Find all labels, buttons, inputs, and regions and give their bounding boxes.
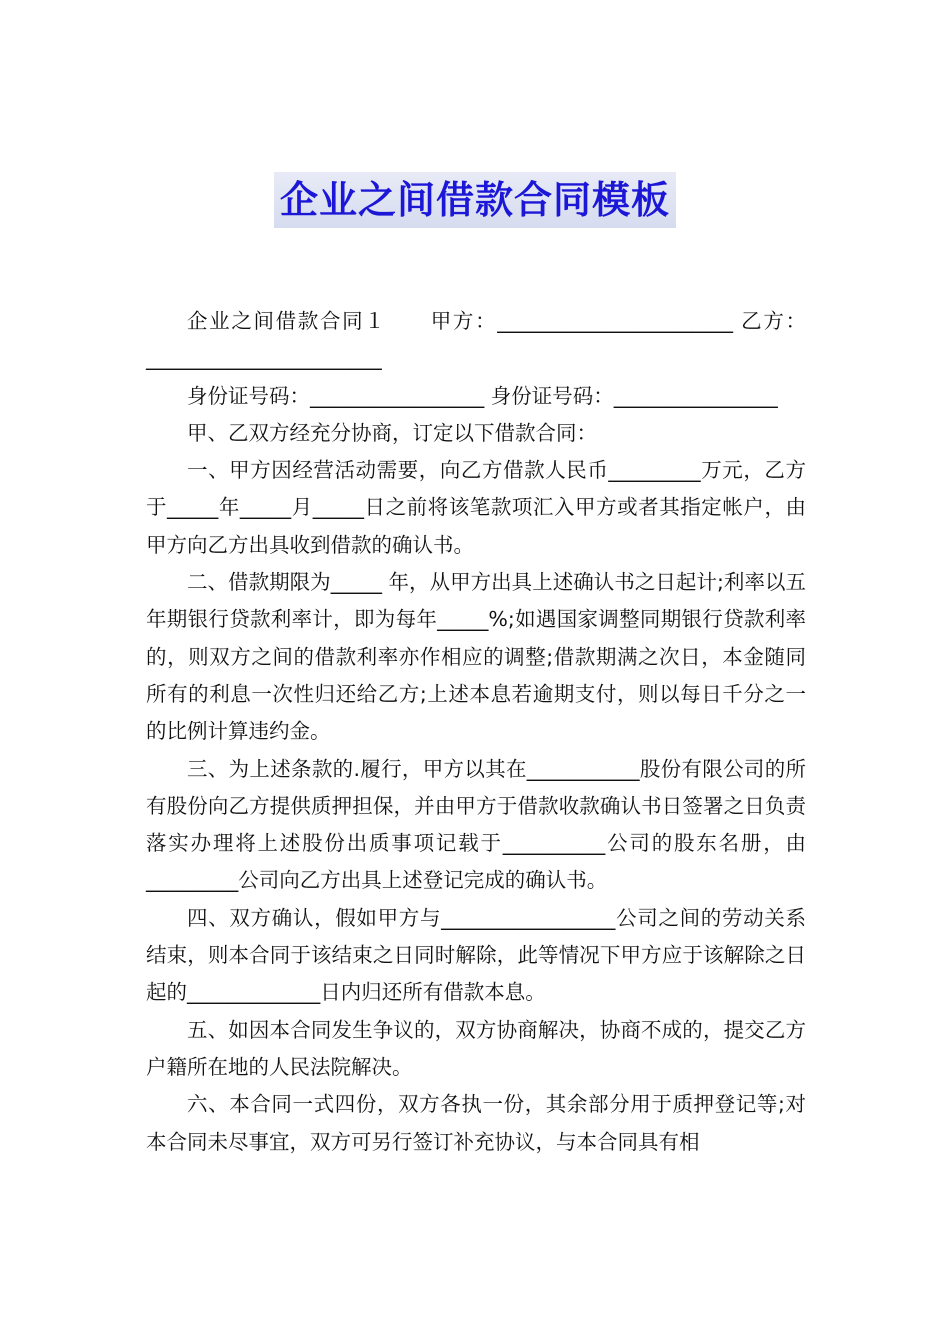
paragraph-clause-3: 三、为上述条款的.履行，甲方以其在___________股份有限公司的所有股份向乙方提供质押担保，并由甲方于借款收款确认书日签署之日负责落实办理将上述股份出质事项记载于__________公司的股东名册，由_________公司向乙方出具上述登记完成的确认书。 [146, 756, 806, 893]
paragraph-clause-5: 五、如因本合同发生争议的，双方协商解决，协商不成的，提交乙方户籍所在地的人民法院解决。 [146, 1017, 806, 1079]
paragraph-intro: 甲、乙双方经充分协商，订定以下借款合同： [187, 420, 597, 445]
paragraph-parties: 企业之间借款合同１ 甲方：_______________________ 乙方：_______________________ [146, 309, 806, 371]
title-wrap [0, 172, 950, 228]
paragraph-clause-2: 二、借款期限为_____ 年，从甲方出具上述确认书之日起计;利率以五年期银行贷款利率计，即为每年_____%;如遇国家调整同期银行贷款利率的，则双方之间的借款利率亦作相应的调整;借款期满之次日，本金随同所有的利息一次性归还给乙方;上述本息若逾期支付，则以每日千分之一的比例计算违约金。 [146, 570, 806, 744]
paragraph-clause-1: 一、甲方因经营活动需要，向乙方借款人民币_________万元，乙方于_____年_____月_____日之前将该笔款项汇入甲方或者其指定帐户，由甲方向乙方出具收到借款的确认书。 [146, 458, 806, 557]
paragraph-clause-4: 四、双方确认，假如甲方与_________________公司之间的劳动关系结束，则本合同于该结束之日同时解除，此等情况下甲方应于该解除之日起的_____________日内归还所有借款本息。 [146, 905, 806, 1005]
document-title: 企业之间借款合同模板 [274, 172, 676, 228]
paragraph-id-numbers: 身份证号码：_________________ 身份证号码：________________ [187, 383, 778, 408]
paragraph-clause-6: 六、本合同一式四份，双方各执一份，其余部分用于质押登记等;对本合同未尽事宜，双方可另行签订补充协议，与本合同具有相 [146, 1092, 806, 1154]
document-body [146, 303, 806, 1161]
